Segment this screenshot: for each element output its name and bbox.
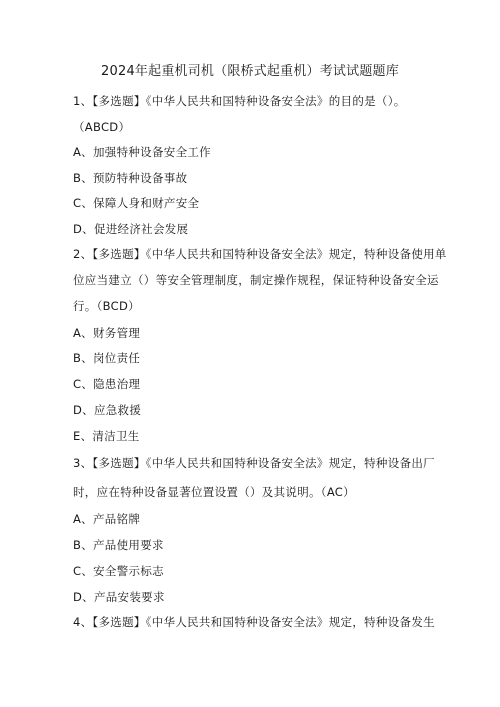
question-2-line-3: 行。（BCD）: [73, 299, 140, 313]
question-3-line-1: 3、【多选题】《中华人民共和国特种设备安全法》规定，特种设备出厂: [73, 456, 435, 470]
question-2-option-c: C、隐患治理: [73, 377, 141, 391]
question-2-option-a: A、财务管理: [73, 326, 141, 340]
question-2-line-2: 位应当建立（）等安全管理制度，制定操作规程，保证特种设备安全运: [73, 273, 439, 287]
question-2-option-e: E、清洁卫生: [73, 429, 140, 443]
question-2-option-d: D、应急救援: [73, 403, 142, 417]
question-3-option-a: A、产品铭牌: [73, 512, 141, 526]
question-1-answer: （ABCD）: [73, 120, 131, 134]
document-title: 2024年起重机司机（限桥式起重机）考试试题题库: [101, 64, 399, 79]
question-1-option-c: C、保障人身和财产安全: [73, 196, 200, 210]
question-1-option-a: A、加强特种设备安全工作: [73, 145, 211, 159]
question-3-option-d: D、产品安装要求: [73, 590, 165, 604]
question-3-option-b: B、产品使用要求: [73, 538, 164, 552]
question-1-line-1: 1、【多选题】《中华人民共和国特种设备安全法》的目的是（）。: [73, 94, 406, 108]
question-3-line-2: 时，应在特种设备显著位置设置（）及其说明。（AC）: [73, 485, 355, 499]
question-1-option-d: D、促进经济社会发展: [73, 222, 189, 236]
question-4-line-1: 4、【多选题】《中华人民共和国特种设备安全法》规定，特种设备发生: [73, 615, 435, 629]
question-2-option-b: B、岗位责任: [73, 351, 141, 365]
question-3-option-c: C、安全警示标志: [73, 564, 164, 578]
question-2-line-1: 2、【多选题】《中华人民共和国特种设备安全法》规定，特种设备使用单: [73, 247, 447, 261]
question-1-option-b: B、预防特种设备事故: [73, 171, 188, 185]
